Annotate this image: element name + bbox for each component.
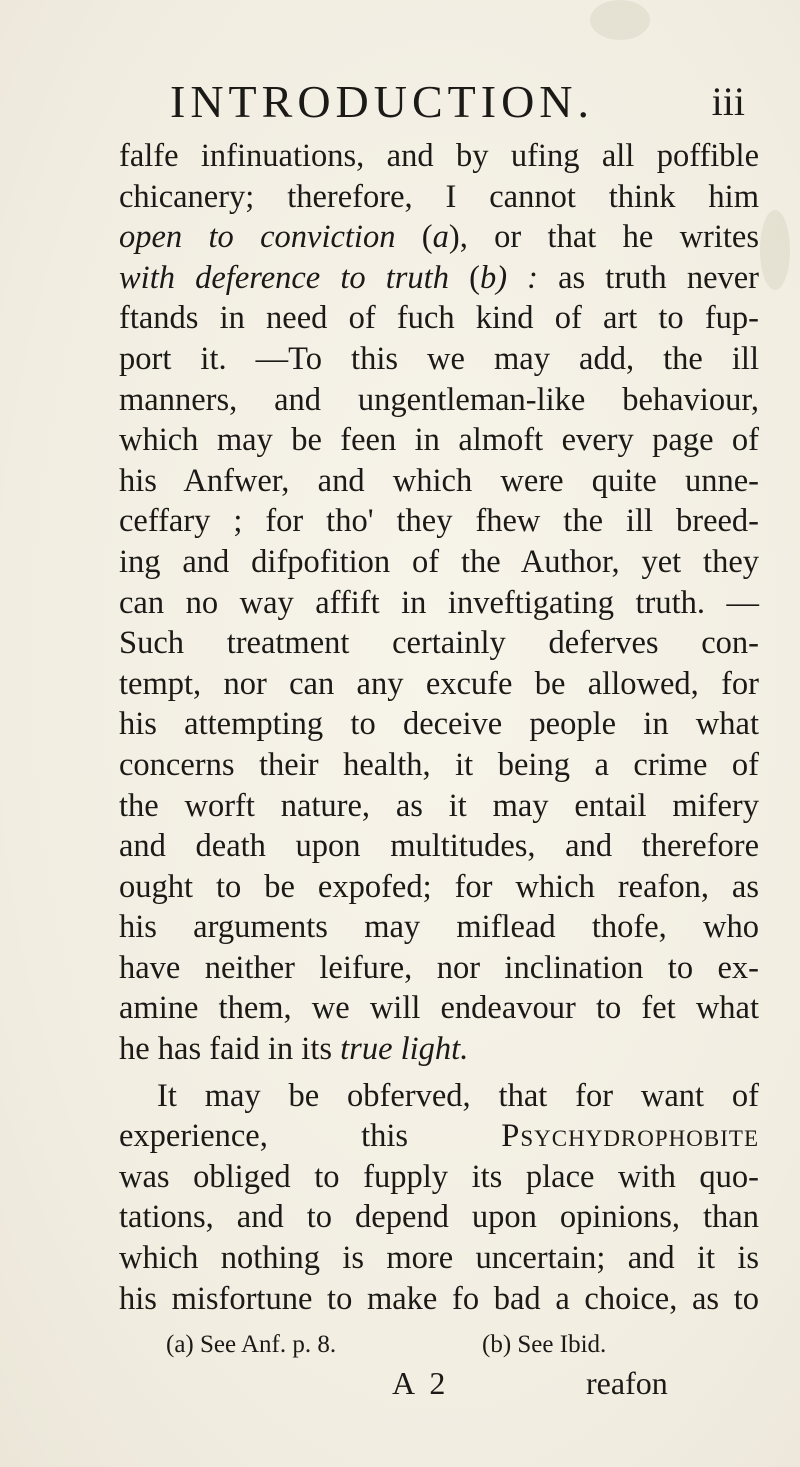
text-line: It may be obferved, that for want of (157, 1077, 759, 1114)
text-line: which may be feen in almoft every page of (119, 422, 759, 459)
text-line: chicanery; therefore, I cannot think him (119, 178, 759, 215)
text-line: ought to be expofed; for which reafon, as (119, 868, 759, 905)
footnote-b: (b) See Ibid. (482, 1331, 607, 1358)
text-line (119, 258, 759, 299)
text-line: concerns their health, it being a crime of (119, 746, 759, 783)
text-line: his Anfwer, and which were quite unne- (119, 462, 759, 499)
text-line: his misfortune to make fo bad a choice, as to (119, 1280, 759, 1317)
italic-phrase: open to conviction (119, 219, 396, 256)
text-fragment: as truth never (537, 259, 759, 296)
text-line (119, 217, 759, 258)
text-line: the worft nature, as it may entail mifery (119, 787, 759, 824)
signature-line (0, 1361, 800, 1405)
text-fragment: ), or that he writes (448, 219, 760, 256)
text-line: ing and difpofition of the Author, yet they (119, 543, 759, 580)
running-head: INTRODUCTION. (170, 76, 595, 127)
text-line: can no way affift in inveftigating truth. — (119, 584, 759, 621)
text-fragment: experience, this (119, 1118, 502, 1155)
text-fragment: he has faid in its (119, 1031, 341, 1068)
text-line (119, 1029, 759, 1070)
footnote-ref: b (479, 259, 497, 296)
footnote-ref: a (432, 219, 449, 256)
page-header (170, 72, 745, 132)
text-line: amine them, we will endeavour to fet what (119, 990, 759, 1027)
text-line: ftands in need of fuch kind of art to fup- (119, 300, 759, 337)
text-fragment: ( (395, 219, 433, 256)
text-line: tempt, nor can any excufe be allowed, for (119, 665, 759, 702)
page-number: iii (711, 79, 745, 124)
paper-stain (760, 210, 790, 290)
text-line: ceffary ; for tho' they fhew the ill breed- (119, 503, 759, 540)
catchword: reafon (586, 1365, 668, 1401)
text-line: and death upon multitudes, and therefore (119, 828, 759, 865)
body-text (119, 136, 759, 1319)
text-fragment: ) : (496, 259, 538, 296)
text-line: manners, and ungentleman-like behaviour, (119, 381, 759, 418)
footnotes (166, 1325, 766, 1365)
signature-mark: A 2 (392, 1365, 450, 1401)
italic-phrase: with deference to truth (119, 259, 449, 296)
italic-phrase: true light. (340, 1031, 469, 1068)
text-line: his attempting to deceive people in what (119, 706, 759, 743)
text-line: tations, and to depend upon opinions, than (119, 1199, 759, 1236)
paper-stain (590, 0, 650, 40)
text-line: falfe infinuations, and by ufing all poffible (119, 138, 759, 174)
text-fragment: ( (448, 259, 480, 296)
text-line: his arguments may miflead thofe, who (119, 909, 759, 946)
text-line: have neither leifure, nor inclination to ex- (119, 949, 759, 986)
small-caps-name: Psychydrophobite (501, 1118, 759, 1155)
text-line: which nothing is more uncertain; and it is (119, 1240, 759, 1277)
text-line: Such treatment certainly deferves con- (119, 625, 759, 662)
text-line (119, 1116, 759, 1157)
text-line: port it. —To this we may add, the ill (119, 340, 759, 377)
footnote-a: (a) See Anf. p. 8. (166, 1331, 337, 1358)
text-line: was obliged to fupply its place with quo- (119, 1158, 759, 1195)
